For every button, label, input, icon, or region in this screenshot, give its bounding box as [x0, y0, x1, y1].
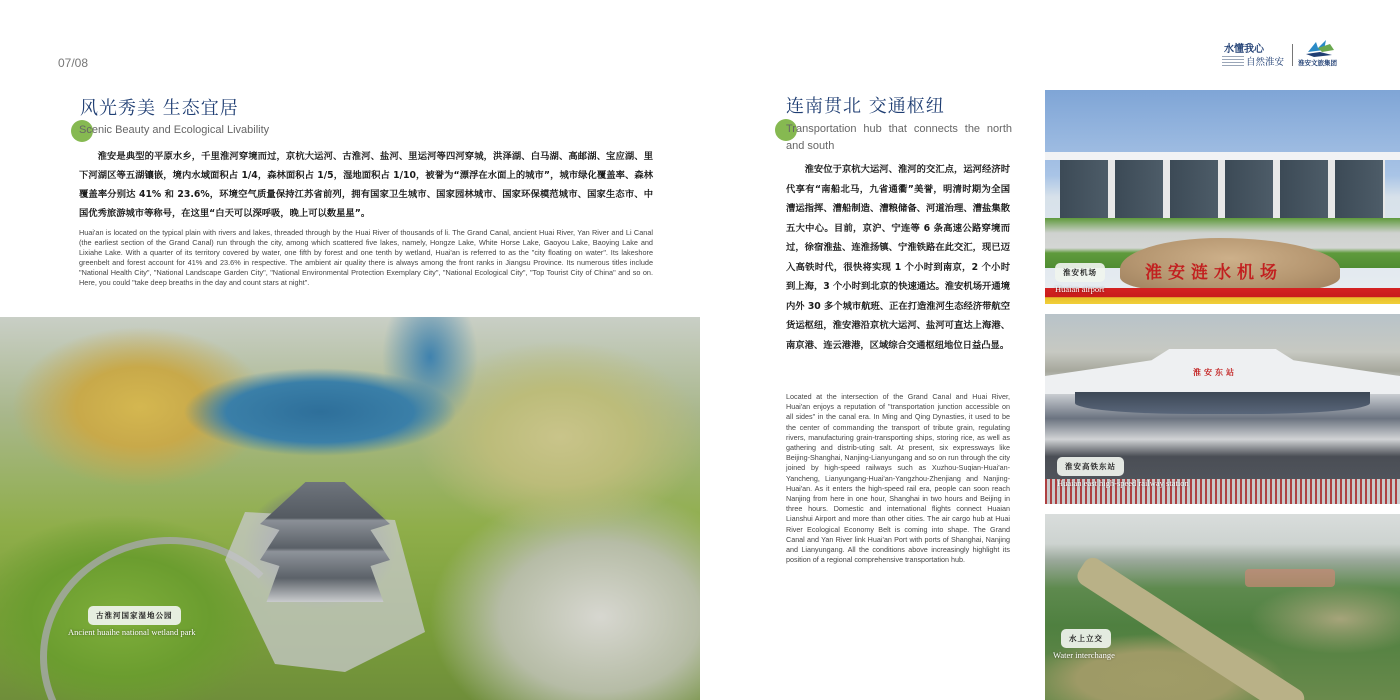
terminal-building	[1060, 160, 1385, 220]
wetland-park-photo	[0, 317, 700, 700]
caption-en: Huaian airport	[1055, 284, 1105, 294]
station-facade	[1075, 392, 1370, 414]
railway-station-photo	[1045, 314, 1400, 504]
caption-cn: 水上立交	[1061, 629, 1111, 648]
caption-en: Huaian east high-speed railway station	[1057, 478, 1189, 488]
railway-photo-caption	[1057, 454, 1189, 488]
left-section-title: 风光秀美 生态宜居	[80, 98, 239, 119]
water-photo-caption	[1053, 626, 1115, 660]
logo-slogan-line1: 水懂我心	[1224, 44, 1264, 55]
brand-logo	[1222, 38, 1347, 70]
caption-cn: 古淮河国家湿地公园	[88, 606, 181, 625]
right-section-title: 连南贯北 交通枢纽	[786, 96, 945, 117]
left-cn-paragraph: 淮安是典型的平原水乡，千里淮河穿境而过，京杭大运河、古淮河、盐河、里运河等四河穿城，洪泽湖、白马湖、高邮湖、宝应湖、里下河湖区等五湖镶嵌，境内水域面积占 1/4，森林面积占 1/5，湿地面积占 1/10，被誉为“漂浮在水面上的城市”，城市绿化覆盖率、森林覆盖率分别达 41% 和 23.6%，环境空气质量保持江苏省前列，拥有国家卫生城市、国家园林城市、国家环保模范城市、国家生态市、中国优秀旅游城市等称号，在这里“白天可以深呼吸，晚上可以数星星”。	[79, 151, 653, 219]
logo-tiny-text-icon	[1222, 56, 1244, 66]
rock-inscription: 淮安涟水机场	[1145, 263, 1283, 283]
caption-en: Water interchange	[1053, 650, 1115, 660]
caption-cn: 淮安机场	[1055, 263, 1105, 282]
page-number: 07/08	[58, 56, 89, 70]
logo-slogan-line2: 自然淮安	[1246, 57, 1285, 68]
terminal-roof	[1045, 152, 1400, 160]
right-section-subtitle: Transportation hub that connects the north and south	[786, 123, 1012, 152]
caption-cn: 淮安高铁东站	[1057, 457, 1124, 476]
caption-en: Ancient huaihe national wetland park	[68, 627, 196, 637]
city-skyline	[1245, 569, 1335, 587]
group-logo-mark-icon	[1304, 38, 1336, 58]
logo-divider	[1292, 44, 1293, 66]
wetland-photo-caption	[68, 603, 196, 637]
pagoda-icon	[260, 482, 390, 602]
left-section-subtitle: Scenic Beauty and Ecological Livability	[79, 124, 270, 136]
water-interchange-photo	[1045, 514, 1400, 700]
airport-photo	[1045, 90, 1400, 304]
logo-group-name: 淮安文旅集团	[1298, 59, 1337, 67]
airport-photo-caption	[1055, 260, 1105, 294]
right-cn-paragraph: 淮安位于京杭大运河、淮河的交汇点，运河经济时代享有“南船北马，九省通衢”美誉，明清时期为全国漕运指挥、漕船制造、漕粮储备、河道治理、漕盐集散五大中心。目前，京沪、宁连等 6 条高速公路穿境而过，徐宿淮盐、连淮扬镇、宁淮铁路在此交汇，现已迈入高铁时代，很快将实现 1 个小时到南京，2 个小时到上海，3 个小时到北京的快速通达。淮安机场开通境内外 30 多个城市航班、正在打造淮河生态经济带航空货运枢纽，淮安港沿京杭大运河、盐河可直达上海港、南京港、连云港港，区域综合交通枢纽地位日益凸显。	[786, 164, 1010, 351]
station-sign: 淮安东站	[1193, 367, 1237, 377]
left-en-paragraph: Huai'an is located on the typical plain with rivers and lakes, threaded through by the Huai River of thousands of li. The Grand Canal, ancient Huai River, Yan River and Li Canal (the earliest section of the Grand Canal) run through the city, among which scattered five lakes, namely, Hongze Lake, White Horse Lake, Gaoyou Lake, Baoying Lake and Lixiahe Lake. With a quarter of its territory covered by water, one fifth by forest and one tenth by wetland, Huai'an is referred to as the "city floating on water". Its lakeshore greenbelt and forest account for 41% and 23.6% in respective. The ambient air quality there is always among the front ranks in Jiangsu Province. Its numerous titles include "National Health City", "National Landscape Garden City", "National Environmental Protection Exemplary City", "National Ecological City", "Top Tourist City of China" and so on. Here, you could "take deep breaths in the day and count stars at night".	[79, 228, 653, 288]
right-en-paragraph: Located at the intersection of the Grand Canal and Huai River, Huai'an enjoys a reputation of "transportation junction accessible on all sides" in the canal era. In Ming and Qing Dynasties, it used to be the center of commanding the transport of tribute grain, regulating rivers, manufacturing grain-transporting ships, storing rice, as well as gathering and distrib-uting salt. At present, six expressways like Beijing-Shanghai, Nanjing-Lianyungang and so on run through the city joined by high-speed railways such as Xuzhou-Suqian-Huai'an-Yancheng, Lianyungang-Huai'an-Yangzhou-Zhenjiang and Nanjing-Huai'an. As it enters the high-speed rail era, people can soon reach Nanjing from here in one hour, Shanghai in two hours and Beijing in three hours. Domestic and international flights connect Huaian Lianshui Airport and more than other cities. The air cargo hub at Huai River Ecological Economy Belt is coming into shape. The Grand Canal and Yan River link Huai'an Port with ports of Shanghai, Nanjing and Lianyungang. All the conditions above increasingly highlight its position of a regional comprehensive transportation hub.	[786, 392, 1010, 565]
